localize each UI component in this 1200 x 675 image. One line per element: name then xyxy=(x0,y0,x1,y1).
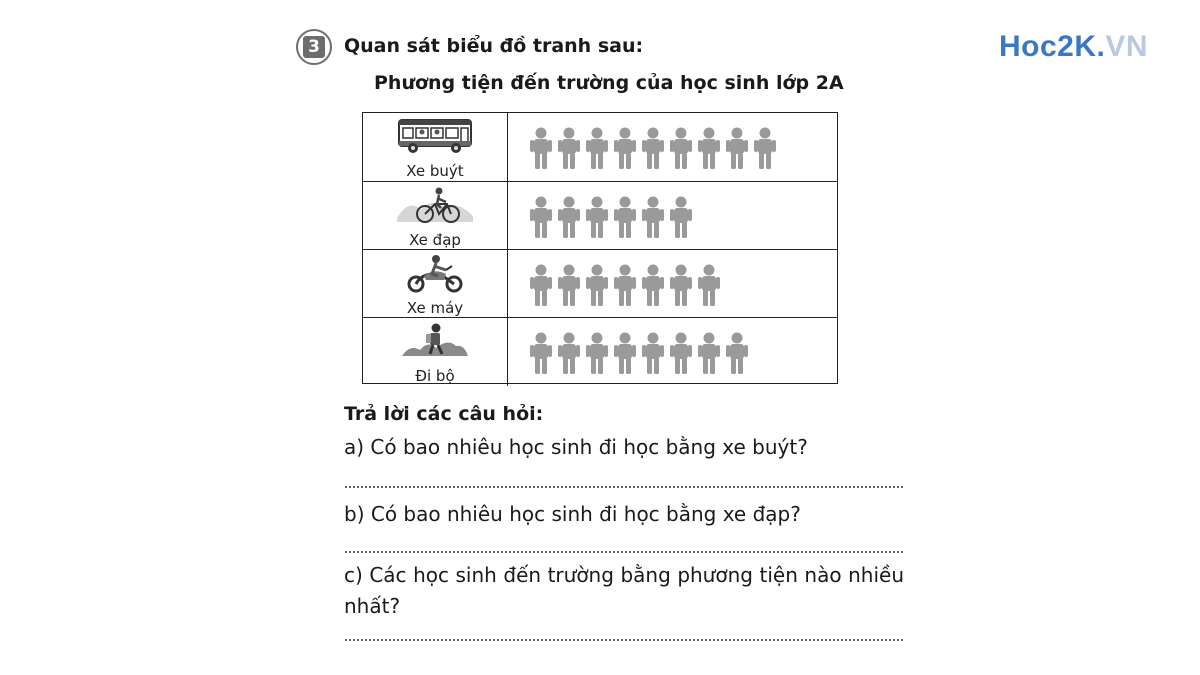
chart-row-label: Xe máy xyxy=(406,299,464,317)
chart-row-label: Xe buýt xyxy=(406,162,464,180)
person-icon xyxy=(529,196,553,238)
person-icon xyxy=(613,332,637,374)
logo-suffix: VN xyxy=(1105,30,1149,63)
row-icons-walking xyxy=(529,332,749,374)
person-icon xyxy=(585,332,609,374)
chart-row-bicycle xyxy=(363,181,837,250)
answer-line-c[interactable] xyxy=(344,639,904,641)
chart-row-motorbike xyxy=(363,249,837,318)
walking-child-icon xyxy=(363,322,507,362)
person-icon xyxy=(613,264,637,306)
person-icon xyxy=(585,264,609,306)
row-icons-motorbike xyxy=(529,264,721,306)
bicycle-icon xyxy=(363,186,507,226)
chart-row-bus xyxy=(363,113,837,181)
questions-heading: Trả lời các câu hỏi: xyxy=(344,403,544,425)
bus-icon xyxy=(363,117,507,157)
person-icon xyxy=(557,264,581,306)
site-logo xyxy=(999,30,1148,64)
question-b: b) Có bao nhiêu học sinh đi học bằng xe đạp? xyxy=(344,502,801,526)
row-icons-bicycle xyxy=(529,196,693,238)
person-icon xyxy=(697,264,721,306)
chart-row-label-cell xyxy=(363,113,508,181)
person-icon xyxy=(669,332,693,374)
person-icon xyxy=(641,264,665,306)
person-icon xyxy=(529,127,553,169)
person-icon xyxy=(669,264,693,306)
person-icon xyxy=(613,127,637,169)
person-icon xyxy=(613,196,637,238)
person-icon xyxy=(557,332,581,374)
motorbike-icon xyxy=(363,254,507,294)
chart-row-label-cell xyxy=(363,318,508,386)
question-c: c) Các học sinh đến trường bằng phương tiện nào nhiều nhất? xyxy=(344,563,904,618)
logo-main: Hoc2K. xyxy=(999,30,1106,63)
person-icon xyxy=(641,196,665,238)
person-icon xyxy=(753,127,777,169)
row-icons-bus xyxy=(529,127,777,169)
chart-row-label: Đi bộ xyxy=(415,367,455,385)
exercise-number-badge xyxy=(296,29,332,65)
person-icon xyxy=(529,264,553,306)
person-icon xyxy=(641,332,665,374)
exercise-number: 3 xyxy=(303,36,325,58)
question-a: a) Có bao nhiêu học sinh đi học bằng xe buýt? xyxy=(344,435,808,459)
person-icon xyxy=(697,332,721,374)
chart-row-label-cell xyxy=(363,182,508,250)
chart-title: Phương tiện đến trường của học sinh lớp 2A xyxy=(374,72,844,94)
answer-line-b[interactable] xyxy=(344,551,904,553)
chart-row-label: Xe đạp xyxy=(409,231,461,249)
person-icon xyxy=(669,127,693,169)
person-icon xyxy=(557,127,581,169)
person-icon xyxy=(697,127,721,169)
person-icon xyxy=(725,127,749,169)
picture-chart xyxy=(362,112,838,384)
person-icon xyxy=(585,127,609,169)
person-icon xyxy=(641,127,665,169)
chart-row-label-cell xyxy=(363,250,508,318)
person-icon xyxy=(557,196,581,238)
person-icon xyxy=(669,196,693,238)
exercise-instruction: Quan sát biểu đồ tranh sau: xyxy=(344,35,644,57)
answer-line-a[interactable] xyxy=(344,486,904,488)
chart-row-walking xyxy=(363,317,837,386)
person-icon xyxy=(725,332,749,374)
person-icon xyxy=(585,196,609,238)
person-icon xyxy=(529,332,553,374)
